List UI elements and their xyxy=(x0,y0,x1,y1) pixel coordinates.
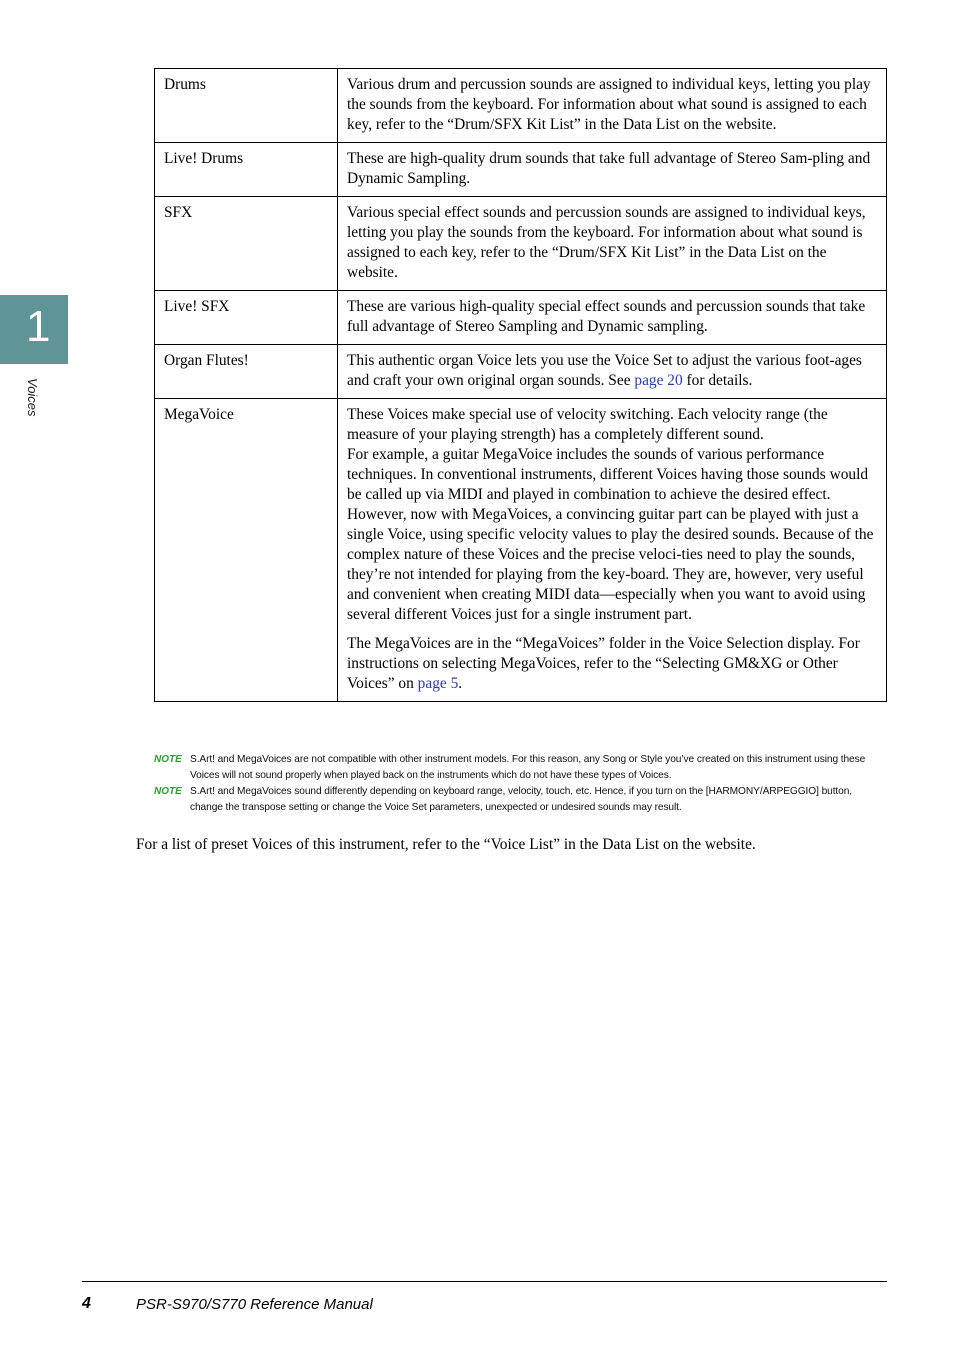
description-text xyxy=(347,351,877,391)
page-number: 4 xyxy=(82,1295,91,1312)
chapter-label: Voices xyxy=(25,378,40,417)
voice-list-paragraph: For a list of preset Voices of this instrument, refer to the “Voice List” in the Data List on the website. xyxy=(136,836,756,853)
description-text: These are high-quality drum sounds that take full advantage of Stereo Sam-pling and Dynamic Sampling. xyxy=(347,150,871,187)
voice-description-cell xyxy=(338,345,887,399)
description-text xyxy=(347,405,877,625)
table-row xyxy=(155,143,887,197)
description-text-intro: These Voices make special use of velocity switching. Each velocity range (the measure of your playing strength) has a completely different sound. xyxy=(347,406,828,443)
description-text-after-link: . xyxy=(458,675,463,692)
manual-title: PSR-S970/S770 Reference Manual xyxy=(136,1296,373,1313)
description-text-before-link: The MegaVoices are in the “MegaVoices” folder in the Voice Selection display. For instructions on selecting MegaVoices, refer to the “Selecting GM&XG or Other Voices” on xyxy=(347,635,860,692)
description-text xyxy=(347,634,877,694)
voice-description-cell xyxy=(338,69,887,143)
chapter-number: 1 xyxy=(26,302,51,351)
notes-block xyxy=(154,752,874,816)
description-text-before-link: This authentic organ Voice lets you use the Voice Set to adjust the various foot-ages and craft your own original organ sounds. See xyxy=(347,352,862,389)
footer-divider xyxy=(82,1281,887,1282)
voice-description-cell xyxy=(338,143,887,197)
note-tag: NOTE xyxy=(154,754,182,765)
voice-type-cell: Drums xyxy=(155,69,338,143)
note-text: S.Art! and MegaVoices sound differently depending on keyboard range, velocity, touch, etc. Hence, if you turn on the [HARMONY/ARPEGGIO] button, change the transpose setting or change the Voice Set parameters, unexpected or undesired sounds may result. xyxy=(190,786,853,813)
description-text: These are various high-quality special effect sounds and percussion sounds that take full advantage of Stereo Sampling and Dynamic sampling. xyxy=(347,298,866,335)
page-20-link[interactable]: page 20 xyxy=(634,372,683,389)
table-row xyxy=(155,69,887,143)
voice-type-table xyxy=(154,68,887,702)
voice-description-cell xyxy=(338,399,887,702)
voice-type-cell: MegaVoice xyxy=(155,399,338,702)
voice-type-cell: SFX xyxy=(155,197,338,291)
chapter-tab xyxy=(0,295,68,364)
note-item xyxy=(154,752,874,784)
table-row xyxy=(155,197,887,291)
voice-type-cell: Organ Flutes! xyxy=(155,345,338,399)
description-text-example: For example, a guitar MegaVoice includes the sounds of various performance techniques. In conventional instruments, different Voices having those sounds would be called up via MIDI and played in combination to achieve the desired effect. However, now with MegaVoices, a convincing guitar part can be played with just a single Voice, using specific velocity values to play the desired sounds. Because of the complex nature of these Voices and the precise veloci-ties need to play the sounds, they’re not intended for playing from the key-board. They are, however, very useful and convenient when creating MIDI data—especially when you want to avoid using several different Voices just for a single instrument part. xyxy=(347,446,874,623)
description-text: Various special effect sounds and percussion sounds are assigned to individual keys, letting you play the sounds from the keyboard. For information about what sound is assigned to each key, refer to the “Drum/SFX Kit List” in the Data List on the website. xyxy=(347,204,866,281)
table-row xyxy=(155,291,887,345)
note-tag: NOTE xyxy=(154,786,182,797)
voice-type-cell: Live! SFX xyxy=(155,291,338,345)
voice-description-cell xyxy=(338,197,887,291)
note-item xyxy=(154,784,874,816)
voice-type-cell: Live! Drums xyxy=(155,143,338,197)
description-text: Various drum and percussion sounds are assigned to individual keys, letting you play the sounds from the keyboard. For information about what sound is assigned to each key, refer to the “Drum/SFX Kit List” in the Data List on the website. xyxy=(347,76,871,133)
table-row xyxy=(155,399,887,702)
page-5-link[interactable]: page 5 xyxy=(417,675,459,692)
description-text-after-link: for details. xyxy=(682,372,753,389)
note-text: S.Art! and MegaVoices are not compatible with other instrument models. For this reason, any Song or Style you’ve created on this instrument using these Voices will not sound properly when played back on the instruments which do not have these types of Voices. xyxy=(190,754,866,781)
table-row xyxy=(155,345,887,399)
voice-description-cell xyxy=(338,291,887,345)
